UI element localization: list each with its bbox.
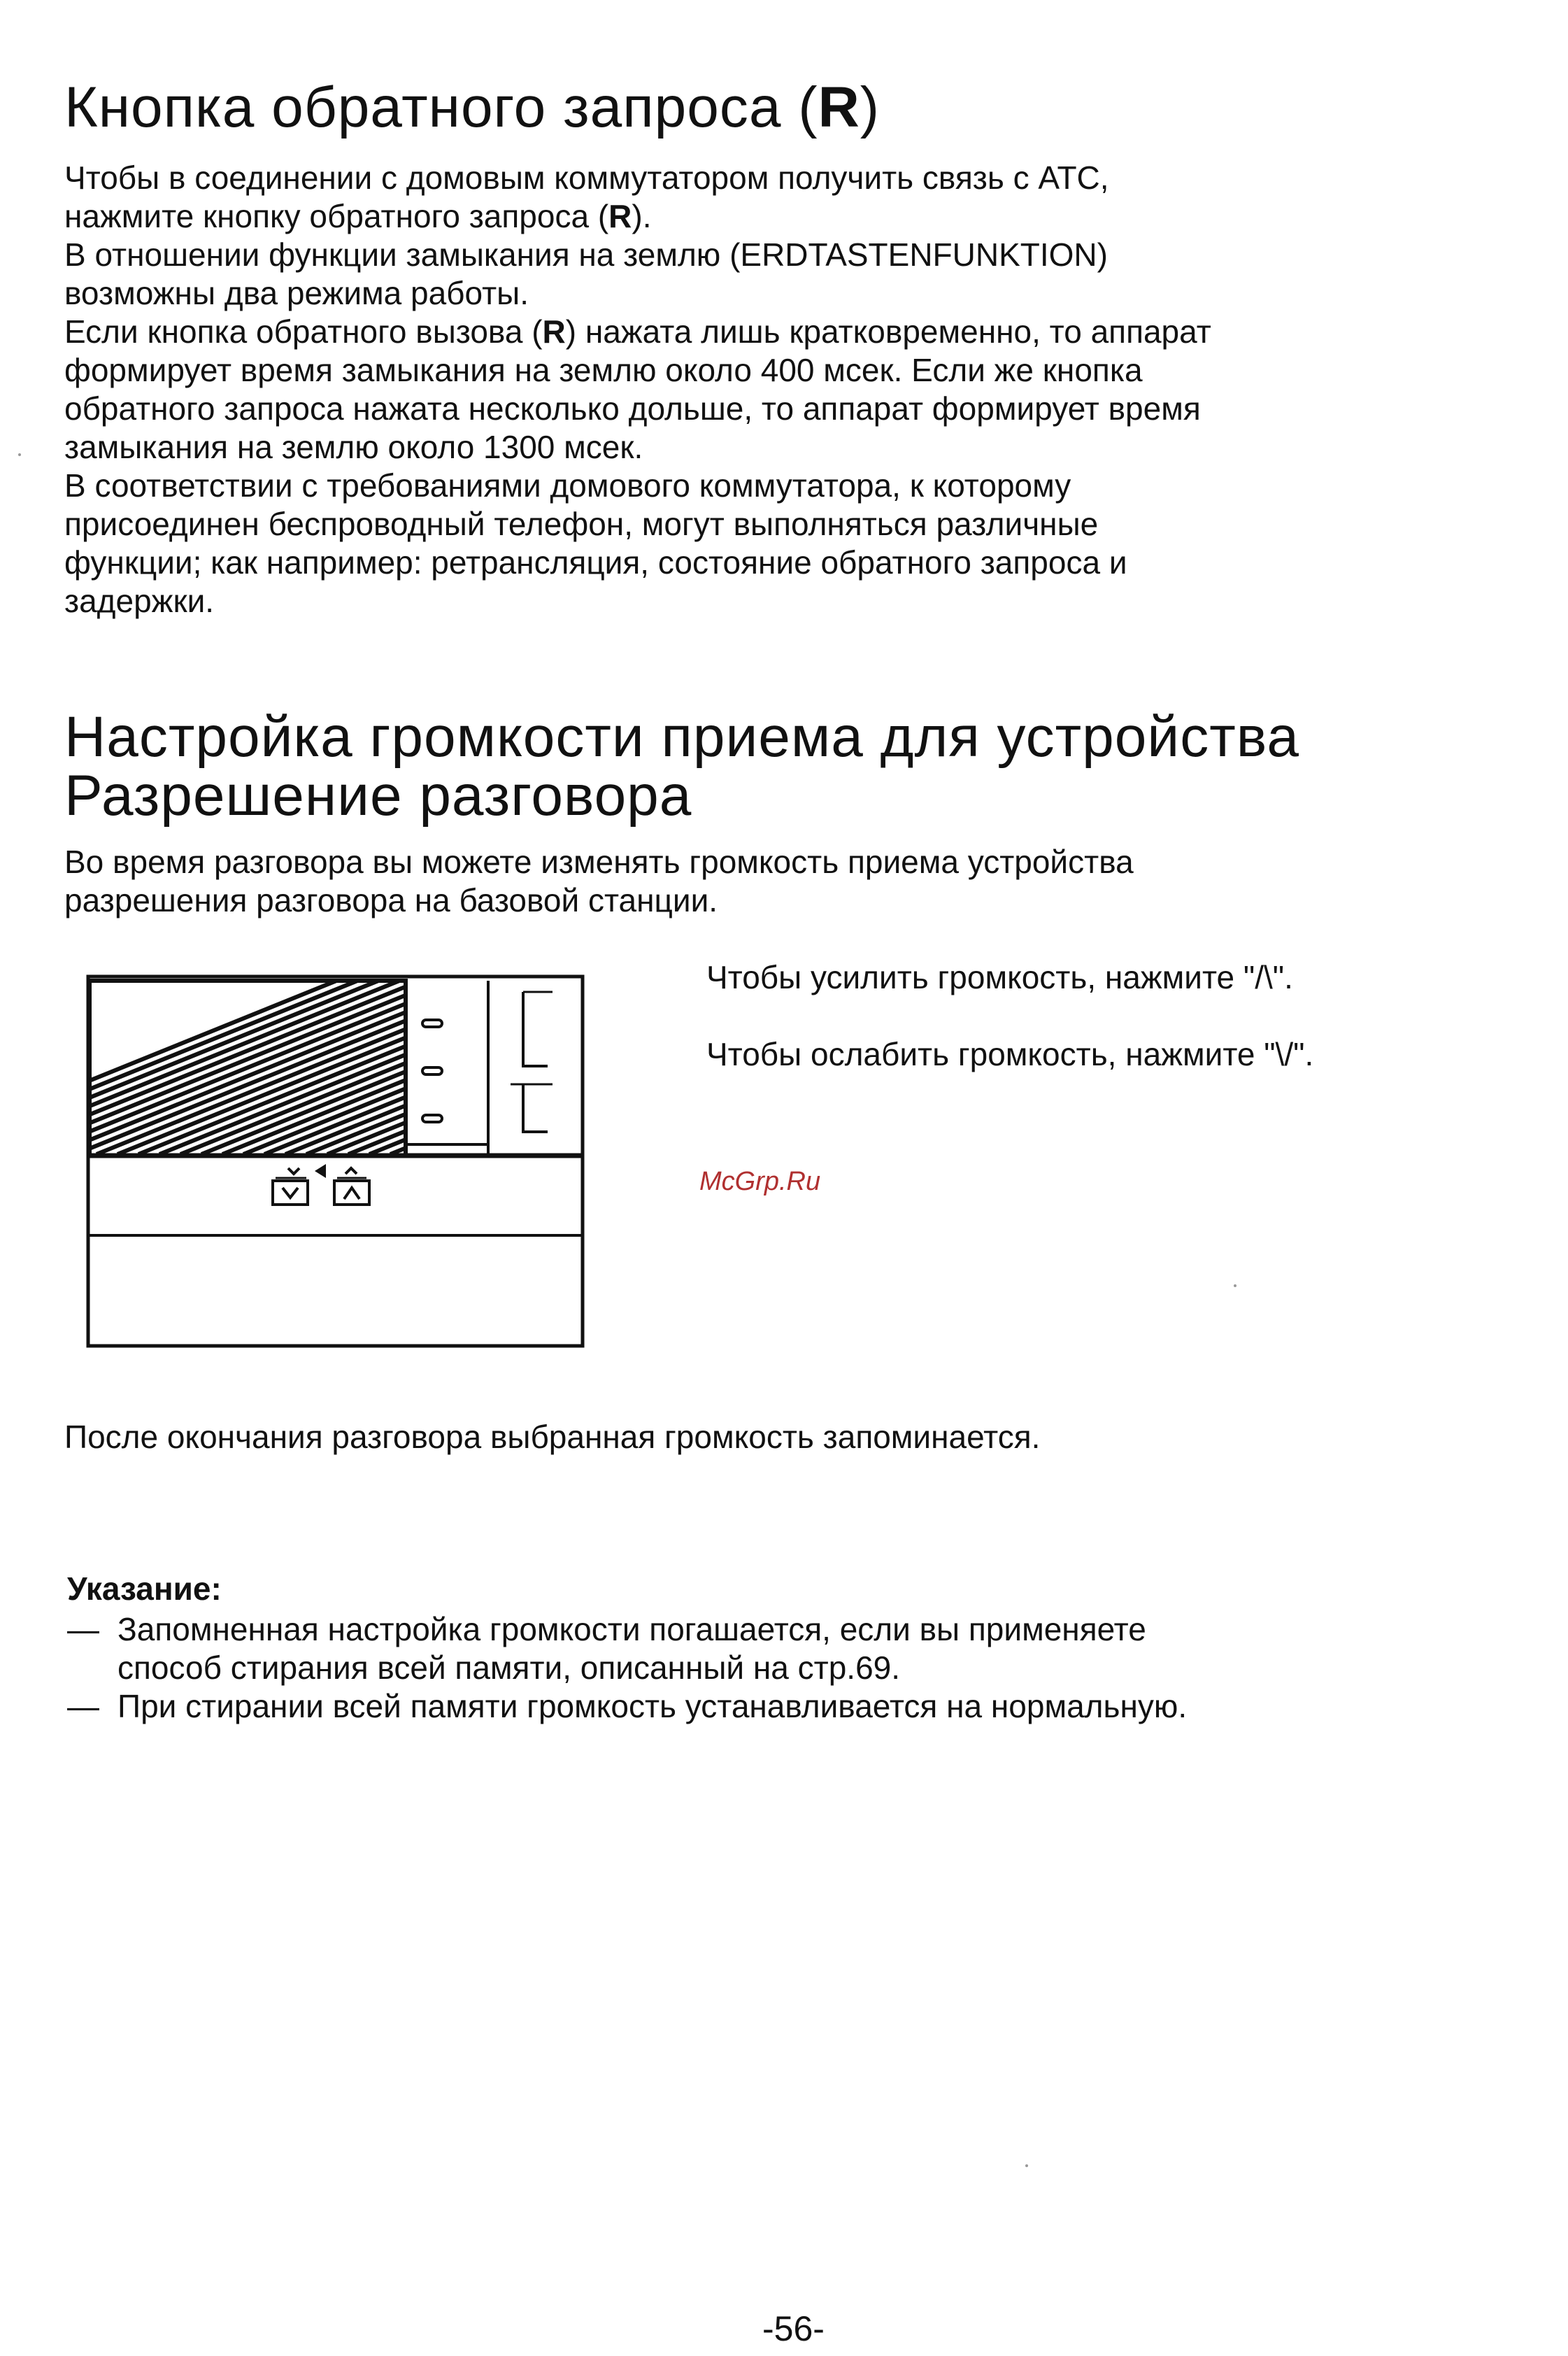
indicator-led <box>422 1115 442 1122</box>
page-number: -56- <box>762 2309 825 2348</box>
indicator-led <box>422 1067 442 1074</box>
volume-up-button <box>334 1168 369 1205</box>
section1-line: функции; как например: ретрансляция, состояние обратного запроса и <box>64 544 1127 581</box>
section2-intro <box>64 843 1519 920</box>
note-dash: — <box>67 1611 99 1647</box>
indicator-led <box>422 1020 442 1027</box>
volume-up-instruction: Чтобы усилить громкость, нажмите "/\". <box>706 959 1293 995</box>
section1-line: нажмите кнопку обратного запроса (R). <box>64 198 652 234</box>
display-hatching <box>83 967 586 1154</box>
volume-down-button <box>273 1168 308 1205</box>
note-dash: — <box>67 1688 99 1724</box>
section1-line: формирует время замыкания на землю около 400 мсек. Если же кнопка <box>64 352 1143 388</box>
note-item-2 <box>67 1687 1187 1726</box>
note-item-1-line2: способ стирания всей памяти, описанный на стр.69. <box>117 1649 901 1686</box>
scan-speck <box>18 453 21 456</box>
note-item-1 <box>67 1610 1146 1687</box>
section1-line: В соответствии с требованиями домового коммутатора, к которому <box>64 467 1071 504</box>
speaker-icon <box>315 1164 326 1178</box>
section2-title-line2: Разрешение разговора <box>64 764 692 828</box>
section1-line: обратного запроса нажата несколько дольше, то аппарат формирует время <box>64 390 1201 427</box>
note-item-1-line1: Запомненная настройка громкости погашается, если вы применяете <box>117 1611 1146 1647</box>
scan-speck <box>1234 1284 1236 1287</box>
section1-line: возможны два режима работы. <box>64 275 529 311</box>
watermark: McGrp.Ru <box>699 1167 821 1196</box>
after-call-text: После окончания разговора выбранная громкость запоминается. <box>64 1419 1041 1455</box>
base-station-illustration <box>83 967 586 1350</box>
volume-down-instruction: Чтобы ослабить громкость, нажмите "\/". <box>706 1036 1314 1072</box>
section2-title-line1: Настройка громкости приема для устройства <box>64 705 1300 769</box>
scan-speck <box>1025 2164 1028 2167</box>
note-item-2-text: При стирании всей памяти громкость устанавливается на нормальную. <box>117 1688 1188 1724</box>
section1-body <box>64 159 1519 620</box>
section2-intro-line: Во время разговора вы можете изменять громкость приема устройства <box>64 844 1134 880</box>
section1-title: Кнопка обратного запроса (R) <box>64 76 881 139</box>
section1-line: В отношении функции замыкания на землю (ERDTASTENFUNKTION) <box>64 236 1108 273</box>
section2-intro-line: разрешения разговора на базовой станции. <box>64 882 718 918</box>
section1-line: присоединен беспроводный телефон, могут выполняться различные <box>64 506 1099 542</box>
section1-line: замыкания на землю около 1300 мсек. <box>64 429 643 465</box>
section1-line: задержки. <box>64 583 215 619</box>
section1-line: Чтобы в соединении с домовым коммутатором получить связь с АТС, <box>64 159 1109 196</box>
section1-line: Если кнопка обратного вызова (R) нажата лишь кратковременно, то аппарат <box>64 313 1211 350</box>
note-heading: Указание: <box>67 1570 222 1607</box>
